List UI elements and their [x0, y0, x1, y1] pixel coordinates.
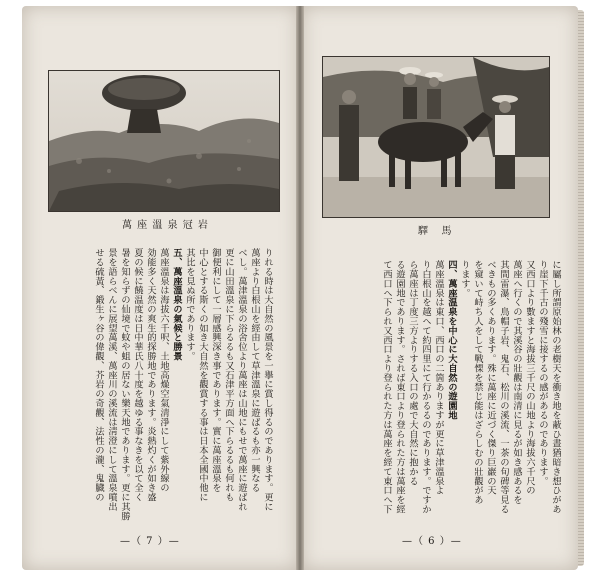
- page-edges: [578, 10, 584, 566]
- section-heading: 五、萬座溫泉の氣候と勝景: [171, 248, 182, 361]
- left-page-number: —（ 7 ）—: [120, 536, 180, 547]
- text-column: せる硫黃、鍛生ヶ谷の偉觀、芥岩の奇觀、法性の瀧、鬼臓の: [93, 248, 104, 502]
- text-column: て西口へ下られ又西口より登られた方は萬座を經て東口へ下: [381, 260, 392, 514]
- rock-photo: [48, 70, 280, 212]
- text-column: 御便利にして一層感興深き事であります。實に萬座溫泉を: [210, 248, 221, 493]
- text-column: べきもの多くあります。殊に萬座に近づく傑り巨巖の天: [485, 260, 496, 495]
- right-page-number: —（ 6 ）—: [402, 536, 462, 547]
- left-page-text: [52, 248, 274, 528]
- text-column: 萬座溫泉は海拔六千呎、土地高燥空氣淸淨にして紫外線の: [158, 248, 169, 493]
- text-column: べし。萬津溫泉の浴舍位より萬座は山地にもせで萬座に遊ばれ: [236, 248, 247, 512]
- text-column: る遊園地であります。されば東口より登られた方は萬座を經: [394, 260, 405, 514]
- text-column: 景を語らべんに展望萬溪、萬座川の溪流は淸澄にして溫泉噴出: [106, 248, 117, 512]
- text-column: り白根山を越へて約四里にて行かるるのであります。ですか: [420, 260, 431, 514]
- text-column: 中心とする斯くの如き大自然を觀賞する事は日本全國中他に: [197, 248, 208, 502]
- text-column: を窺いて峙ち人をして戰慄を禁じ能はざらしむの壯觀があ: [472, 260, 483, 505]
- text-column: り崖下千古の殘雪に接するの感があるのであります。: [537, 260, 548, 486]
- text-column: 其間雷瀑、鳥帽子岩、鬼石、松川の溪流、一茶の旬碑等見る: [498, 260, 509, 514]
- section-heading: 四、萬座温泉を中心に大自然の遊園地: [446, 260, 457, 420]
- text-column: ります。: [459, 260, 470, 298]
- text-column: 萬座へ行くので其溪谷の壯觀は南清に見るが如き感あるを: [511, 260, 522, 505]
- text-column: ら萬座は丁度三方よりする入口の處で大自然に抱かる: [407, 260, 418, 486]
- text-column: 又西口より數ますと海拔三千尺の山地より海拔六千尺の: [524, 260, 535, 495]
- pack-horse-photo: [322, 56, 550, 218]
- text-column: 萬座溫泉は東口、西口の二箇ありますが更に草津溫泉よ: [433, 260, 444, 495]
- text-column: りれる時は大自然の風景を一擧に賞し得るのであります。更に: [262, 248, 273, 512]
- text-column: に屬し所謂原始林の老樹天を衝き地を蔽ひ晝猶暗き想ひがあ: [550, 260, 561, 514]
- text-column: 効能多く天然の爽生的探勝地であります。炎熱灼くが如き盛: [145, 248, 156, 502]
- text-column: 夏の候に饒温度は日中華氏八十度を越ゆる事なきを以て全く: [132, 248, 143, 502]
- text-column: 更に山田溫泉に下らるるも又石津平方面へ下らるるも何れも: [223, 248, 234, 502]
- text-column: 萬座より白根山を經由して草津溫泉に遊ばるも亦一興なる: [249, 248, 260, 493]
- text-column: 其比を見ぬ所であります。: [184, 248, 195, 361]
- right-page-text: [342, 260, 562, 528]
- right-photo-caption: 驛 馬: [418, 226, 453, 237]
- book-gutter: [296, 6, 304, 570]
- left-photo-caption: 萬 座 溫 泉 冠 岩: [122, 220, 209, 231]
- text-column: 暑を知らずの仙境で蚊や蛆の居ない樂天地であります。更に其勝: [119, 248, 130, 521]
